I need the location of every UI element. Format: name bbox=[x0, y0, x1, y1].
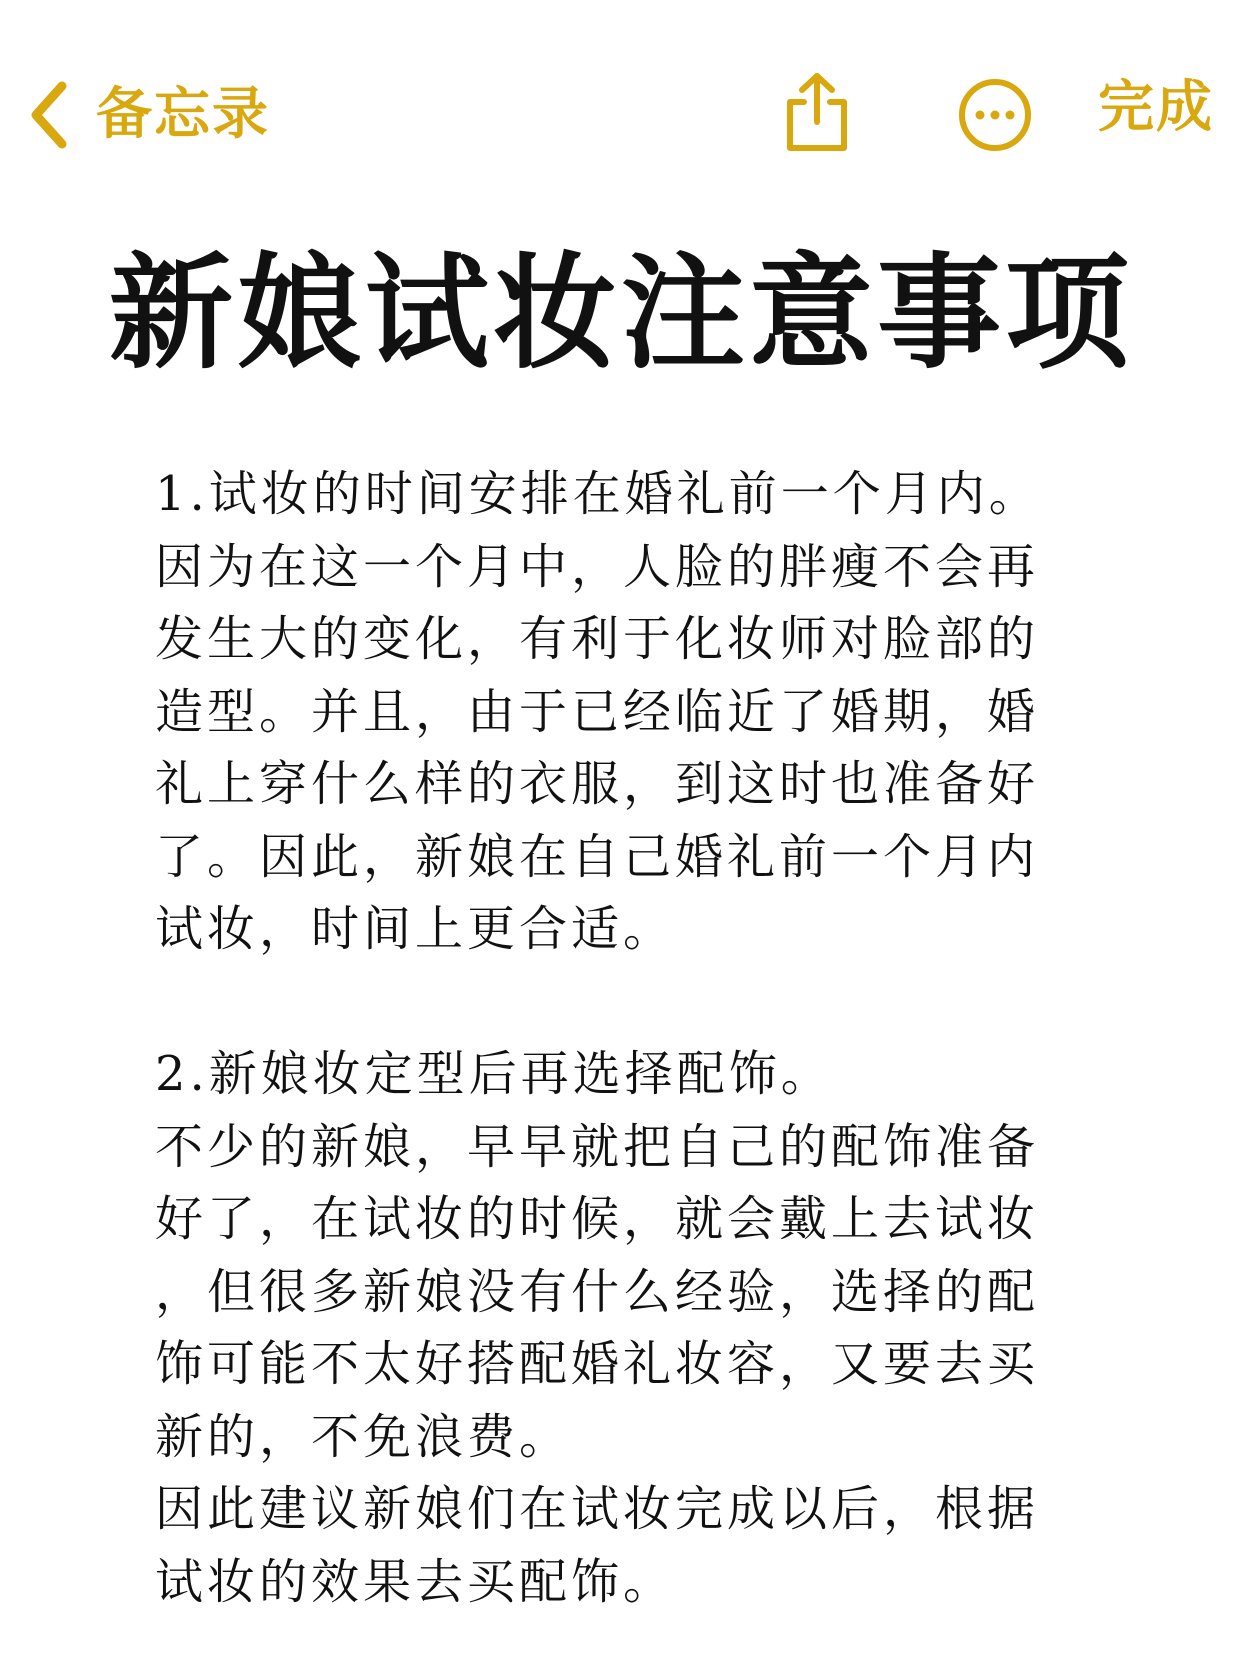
section-1-line: 发生大的变化，有利于化妆师对脸部的 bbox=[155, 611, 1040, 667]
more-button[interactable] bbox=[958, 78, 1032, 152]
section-1-line: 礼上穿什么样的衣服，到这时也准备好 bbox=[155, 756, 1040, 812]
share-button[interactable] bbox=[782, 70, 852, 154]
section-1-line: 试妆，时间上更合适。 bbox=[155, 901, 676, 957]
note-title: 新娘试妆注意事项 bbox=[108, 242, 1133, 386]
navigation-bar bbox=[0, 0, 1242, 200]
section-2-line: 饰可能不太好搭配婚礼妆容，又要去买 bbox=[155, 1336, 1040, 1392]
section-1-heading: 1.试妆的时间安排在婚礼前一个月内。 bbox=[155, 466, 1041, 522]
section-1-line: 因为在这一个月中，人脸的胖瘦不会再 bbox=[155, 538, 1040, 595]
section-2-line: 不少的新娘，早早就把自己的配饰准备 bbox=[155, 1118, 1040, 1175]
section-2-line: 好了，在试妆的时候，就会戴上去试妆 bbox=[155, 1191, 1040, 1247]
section-1-line: 造型。并且，由于已经临近了婚期，婚 bbox=[155, 683, 1040, 740]
back-button[interactable] bbox=[26, 70, 270, 160]
section-2-line: 因此建议新娘们在试妆完成以后，根据 bbox=[155, 1481, 1040, 1537]
share-icon bbox=[782, 70, 852, 154]
chevron-left-icon bbox=[26, 80, 72, 150]
section-1-line: 了。因此，新娘在自己婚礼前一个月内 bbox=[155, 828, 1040, 885]
ellipsis-circle-icon bbox=[958, 78, 1032, 152]
section-2-line: 新的，不免浪费。 bbox=[155, 1408, 572, 1465]
note-body[interactable] bbox=[155, 458, 1065, 1618]
paragraph-gap bbox=[155, 966, 1065, 1039]
section-2-heading: 2.新娘妆定型后再选择配饰。 bbox=[155, 1046, 833, 1102]
back-label: 备忘录 bbox=[96, 82, 270, 147]
done-button[interactable]: 完成 bbox=[1098, 75, 1214, 140]
section-2-line: 试妆的效果去买配饰。 bbox=[155, 1553, 676, 1610]
section-2-line: ，但很多新娘没有什么经验，选择的配 bbox=[155, 1263, 1040, 1320]
